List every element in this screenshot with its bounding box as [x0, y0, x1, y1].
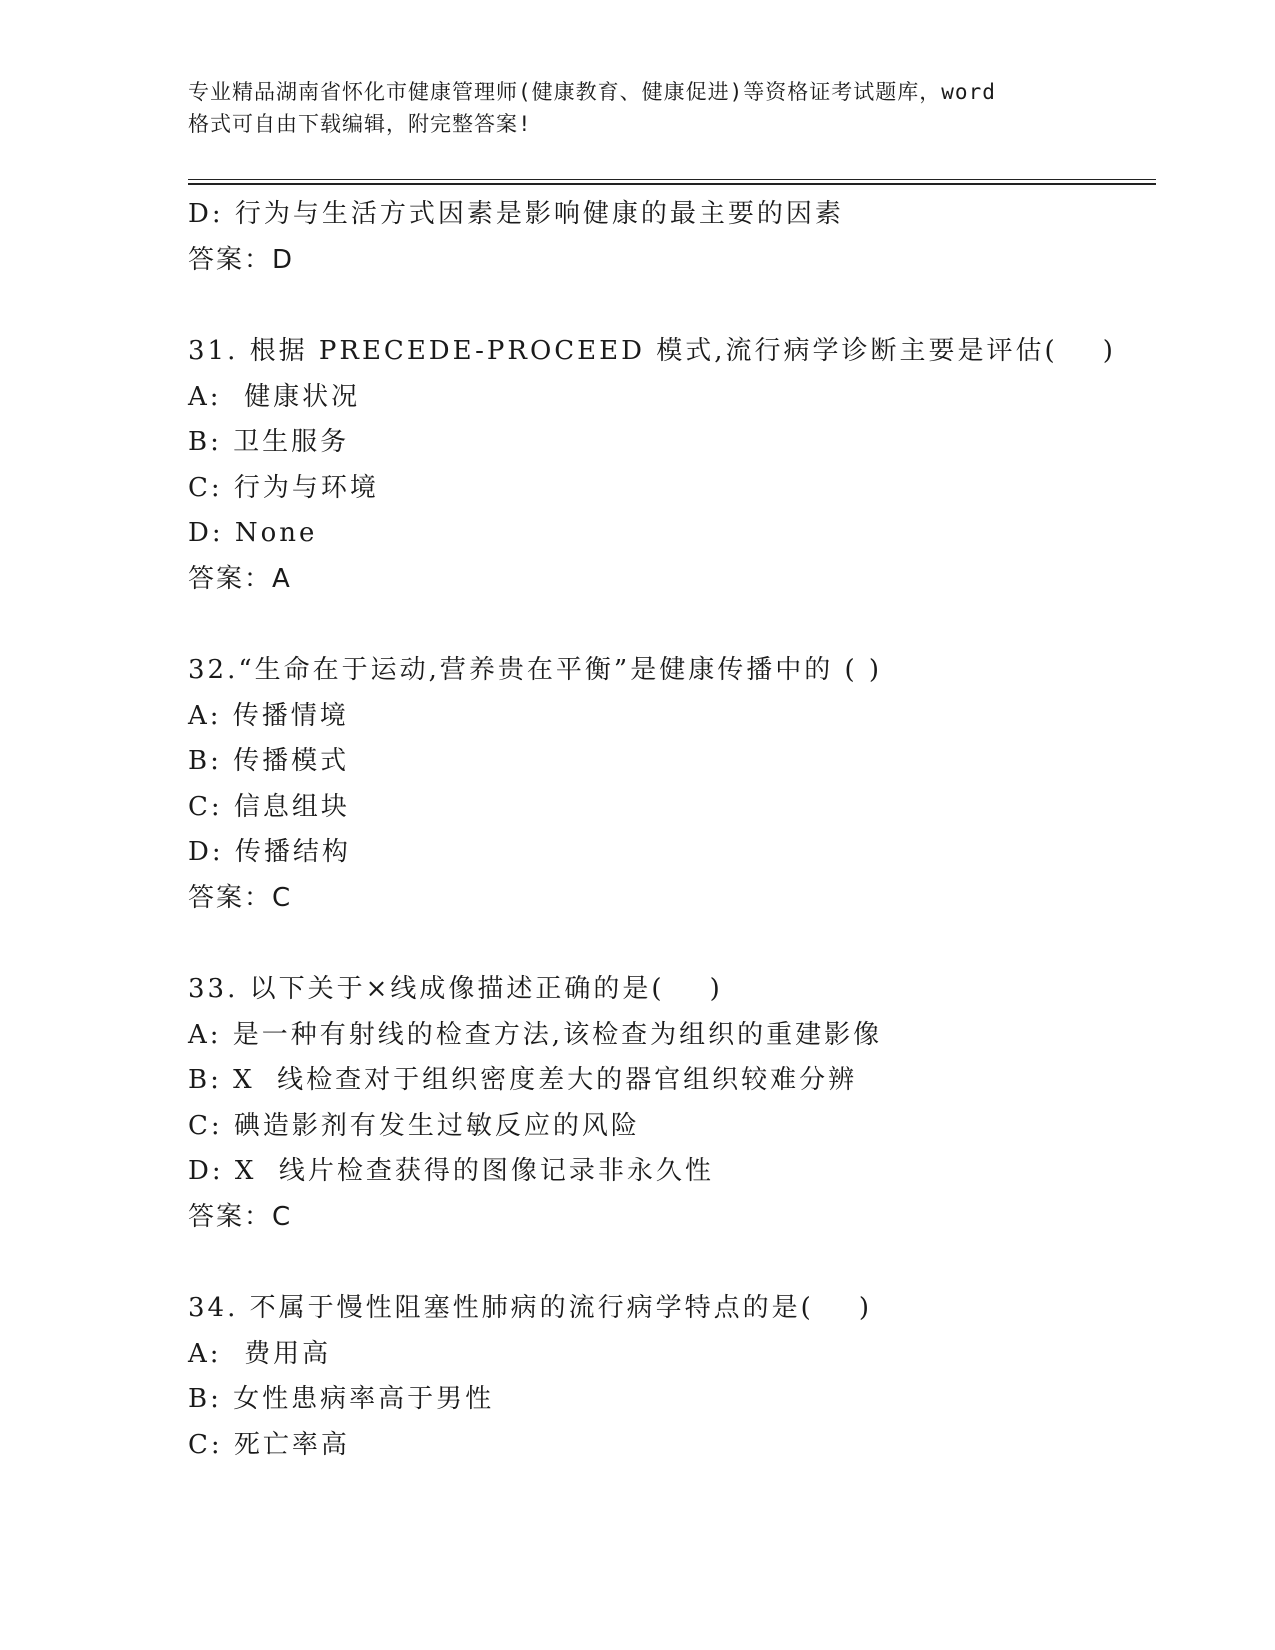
question-34 [188, 1286, 1148, 1468]
question-32 [188, 648, 1148, 921]
header-divider-thin [188, 179, 1156, 180]
option-c: C: 死亡率高 [188, 1429, 350, 1460]
question-stem: 33. 以下关于×线成像描述正确的是( ) [188, 974, 723, 1004]
previous-question-tail [188, 192, 1148, 283]
option-a: A: 是一种有射线的检查方法,该检查为组织的重建影像 [188, 1019, 883, 1050]
answer-line: 答案：C [188, 882, 293, 913]
question-stem: 34. 不属于慢性阻塞性肺病的流行病学特点的是( ) [188, 1293, 872, 1323]
option-c: C: 碘造影剂有发生过敏反应的风险 [188, 1110, 640, 1141]
answer-line: 答案：C [188, 1201, 293, 1232]
option-a: A: 费用高 [188, 1338, 332, 1369]
option-a: A: 健康状况 [188, 381, 361, 412]
document-header [188, 76, 1088, 140]
header-divider-thick [188, 183, 1156, 185]
header-line-1: 专业精品湖南省怀化市健康管理师(健康教育、健康促进)等资格证考试题库，word [188, 80, 996, 104]
question-33 [188, 967, 1148, 1240]
question-stem: 32.“生命在于运动,营养贵在平衡”是健康传播中的 ( ) [188, 655, 883, 685]
option-a: A: 传播情境 [188, 700, 349, 731]
option-b: B: 传播模式 [188, 746, 350, 776]
question-stem: 31. 根据 PRECEDE-PROCEED 模式,流行病学诊断主要是评估( ) [188, 336, 1116, 366]
option-d: D: None [188, 518, 318, 548]
answer-line: 答案：A [188, 563, 292, 594]
option-d: D: 传播结构 [188, 837, 351, 867]
option-c: C: 行为与环境 [188, 472, 379, 503]
option-b: B: X 线检查对于组织密度差大的器官组织较难分辨 [188, 1065, 858, 1095]
option-d: D: 行为与生活方式因素是影响健康的最主要的因素 [188, 199, 844, 229]
option-b: B: 卫生服务 [188, 427, 350, 457]
answer-line: 答案：D [188, 244, 295, 275]
header-line-2: 格式可自由下载编辑，附完整答案! [188, 112, 532, 136]
option-b: B: 女性患病率高于男性 [188, 1384, 495, 1414]
option-c: C: 信息组块 [188, 791, 350, 822]
question-31 [188, 329, 1148, 602]
option-d: D: X 线片检查获得的图像记录非永久性 [188, 1156, 714, 1186]
question-list [188, 192, 1148, 1468]
